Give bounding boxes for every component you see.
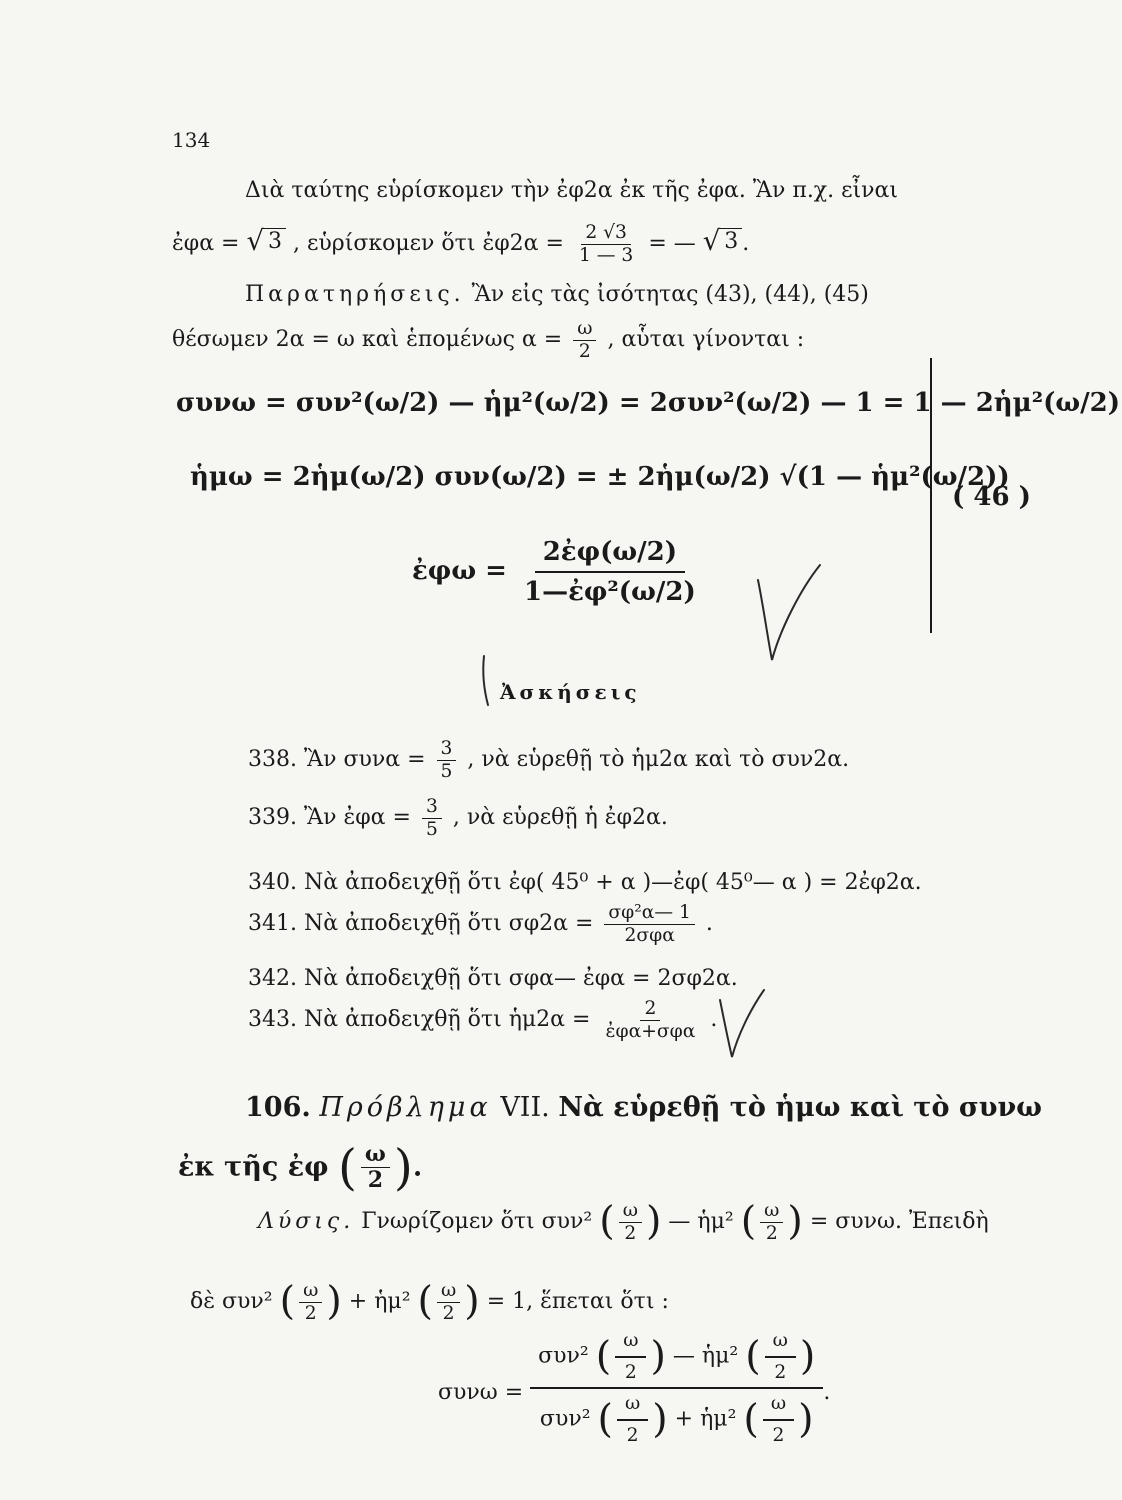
sqrt-3-b: √ 3 [703, 225, 743, 257]
exercise-338: 338. Ἂν συνα = $\frac{3}{5}$ , νὰ εὑρεθῇ τὸ ἡμ2α καὶ τὸ συν2α. [248, 738, 850, 782]
formula-eq2: ἡμω = 2ἡμ(ω/2) συν(ω/2) = ± 2ἡμ(ω/2) √(1 — ἡμ²(ω/2)) [190, 462, 1010, 492]
formula-eq3-fraction: $\frac{\text{2ἐφ(ω/2)}}{\text{1—ἐφ²(ω/2)}}$ [524, 537, 696, 607]
page-number: 134 [172, 128, 211, 152]
problem-label: Πρόβλημα [319, 1092, 492, 1123]
remarks-label: Παρατηρήσεις. [245, 282, 465, 307]
problem-title: Νὰ εὑρεθῇ τὸ ἡμω καὶ τὸ συνω [558, 1092, 1042, 1123]
intro-line-1: Διὰ ταύτης εὑρίσκομεν τὴν ἐφ2α ἐκ τῆς ἐφα. Ἂν π.χ. εἶναι [245, 178, 899, 203]
intro-find: , εὑρίσκομεν ὅτι ἐφ2α = [293, 231, 564, 256]
exercise-340: 340. Νὰ ἀποδειχθῇ ὅτι ἐφ( 45⁰ + α )—ἐφ( 45⁰— α ) = 2ἐφ2α. [248, 870, 922, 895]
exercise-339: 339. Ἂν ἐφα = $\frac{3}{5}$ , νὰ εὑρεθῇ ἡ ἐφ2α. [248, 796, 668, 840]
solution-line-2: δὲ συν² ( $\frac{\omega}{2}$ ) + ἡμ² ( $\frac{\omega}{2}$ ) = 1, ἕπεται ὅτι : [190, 1280, 669, 1324]
exercise-341: 341. Νὰ ἀποδειχθῇ ὅτι σφ2α = $\frac{\text{σφ²α— 1}}{\text{2σφα}}$ . [248, 902, 713, 946]
intro-efa: ἐφα = [172, 231, 240, 256]
remarks-text: Ἂν εἰς τὰς ἰσότητας (43), (44), (45) [471, 282, 869, 307]
remarks-line-2: θέσωμεν 2α = ω καὶ ἑπομένως α = $\frac{\omega}{2}$ , αὗται γίνονται : [172, 318, 805, 362]
remarks-line-1 [245, 282, 869, 307]
intro-equals: = — [648, 231, 696, 256]
sqrt-3: √ 3 [247, 225, 287, 257]
solution-final-fraction: συν² ( $\frac{\omega}{2}$ ) — ἡμ² ( $\frac{\omega}{2}$ ) συν² ( $\frac{\omega}{2}$ ) + ἡμ² ( $\frac{\omega}{2}$ ) [530, 1330, 823, 1446]
intro-line-2: ἐφα = √ 3 , εὑρίσκομεν ὅτι ἐφ2α = $\frac{2 √3}{1 — 3}$ = — √ 3 . [172, 222, 750, 266]
solution-final-formula: συνω = συν² ( $\frac{\omega}{2}$ ) — ἡμ² ( $\frac{\omega}{2}$ ) συν² ( $\frac{\omega}{2}$ ) + ἡμ² ( $\frac{\omega}{2}$ ) . [438, 1330, 830, 1446]
problem-heading-2: ἐκ τῆς ἐφ ( $\frac{\omega}{2}$ ) . [178, 1142, 422, 1194]
intro-fraction: $\frac{2 √3}{1 — 3}$ [578, 222, 634, 266]
exercises-title: Ἀσκήσεις [500, 680, 641, 704]
formula-eq1: συνω = συν²(ω/2) — ἡμ²(ω/2) = 2συν²(ω/2) — 1 = 1 — 2ἡμ²(ω/2) [176, 388, 1121, 418]
problem-number: 106. [245, 1092, 311, 1123]
problem-heading [245, 1092, 1042, 1123]
problem-roman: VII. [500, 1092, 550, 1123]
exercise-342: 342. Νὰ ἀποδειχθῇ ὅτι σφα— ἐφα = 2σφ2α. [248, 966, 738, 991]
formula-label-46: ( 46 ) [952, 482, 1031, 512]
formula-eq3: ἐφω = $\frac{\text{2ἐφ(ω/2)}}{\text{1—ἐφ²(ω/2)}}$ [412, 520, 704, 607]
solution-line-1: Λύσις. Γνωρίζομεν ὅτι συν² ( $\frac{\omega}{2}$ ) — ἡμ² ( $\frac{\omega}{2}$ ) = συνω. Ἐπειδὴ [258, 1200, 989, 1244]
pencil-check-mark-1 [750, 560, 830, 670]
formula-group-bracket [930, 358, 938, 633]
solution-label: Λύσις. [258, 1209, 355, 1234]
pencil-check-mark-3 [712, 985, 772, 1065]
exercise-343: 343. Νὰ ἀποδειχθῇ ὅτι ἡμ2α = $\frac{2}{\text{ἐφα+σφα}}$ . [248, 998, 718, 1042]
remarks-fraction: $\frac{\omega}{2}$ [573, 318, 596, 362]
